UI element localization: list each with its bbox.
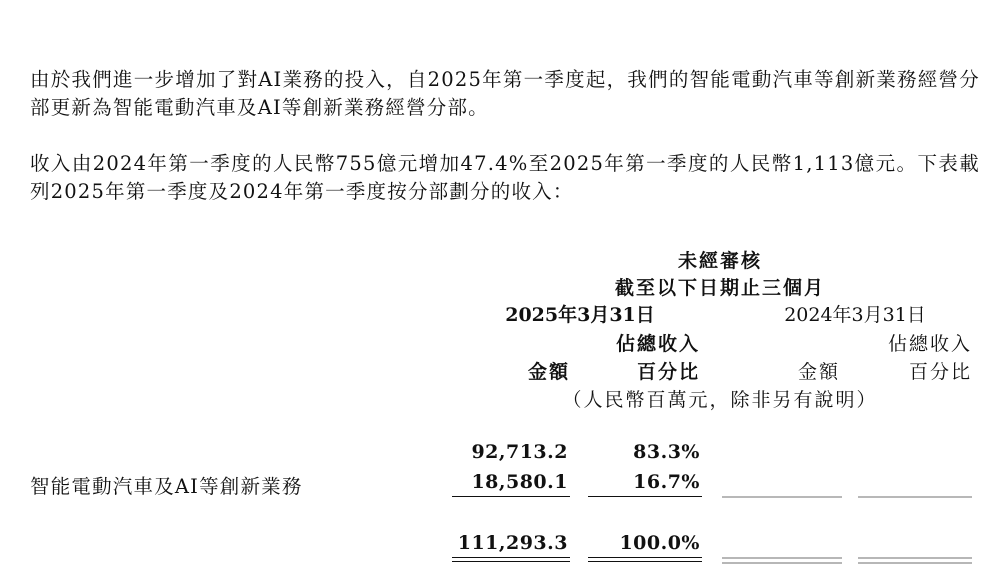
date-2025-header: 2025年3月31日 bbox=[505, 304, 655, 326]
date-2024-header: 2024年3月31日 bbox=[784, 304, 926, 326]
total-rule-amount-2025 bbox=[452, 557, 570, 558]
period-header: 截至以下日期止三個月 bbox=[614, 277, 825, 299]
total-pct-2025: 100.0% bbox=[619, 532, 700, 554]
amount-label-2024: 金額 bbox=[797, 361, 840, 383]
total-rule-pct-2025 bbox=[588, 557, 702, 558]
total-rule-amount-2024 bbox=[722, 557, 842, 559]
unit-note: （人民幣百萬元，除非另有說明） bbox=[562, 389, 878, 411]
total-rule-pct-2024 bbox=[858, 557, 972, 559]
subtotal-rule-pct-2025 bbox=[588, 496, 702, 497]
pct-label-2024: 百分比 bbox=[908, 361, 972, 383]
row-1-pct-2025: 83.3% bbox=[633, 441, 700, 463]
revenue-paragraph: 收入由2024年第一季度的人民幣755億元增加47.4%至2025年第一季度的人民幣1,113億元。下表載列2025年第一季度及2024年第一季度按分部劃分的收入： bbox=[30, 152, 980, 203]
pct-total-label-2025: 佔總收入 bbox=[615, 333, 700, 355]
unaudited-header: 未經審核 bbox=[677, 250, 762, 272]
row-2-pct-2025: 16.7% bbox=[633, 471, 700, 493]
total-amount-2025: 111,293.3 bbox=[457, 532, 568, 554]
intro-paragraph: 由於我們進一步增加了對AI業務的投入，自2025年第一季度起，我們的智能電動汽車等創新業務經營分部更新為智能電動汽車及AI等創新業務經營分部。 bbox=[30, 68, 980, 119]
subtotal-rule-amount-2024 bbox=[722, 496, 842, 498]
row-2-amount-2025: 18,580.1 bbox=[471, 471, 568, 493]
row-2-label: 智能電動汽車及AI等創新業務 bbox=[30, 475, 303, 498]
subtotal-rule-amount-2025 bbox=[452, 496, 570, 497]
amount-label-2025: 金額 bbox=[527, 361, 570, 383]
subtotal-rule-pct-2024 bbox=[858, 496, 972, 498]
row-1-amount-2025: 92,713.2 bbox=[471, 441, 568, 463]
pct-label-2025: 百分比 bbox=[636, 361, 700, 383]
pct-total-label-2024: 佔總收入 bbox=[887, 333, 972, 355]
